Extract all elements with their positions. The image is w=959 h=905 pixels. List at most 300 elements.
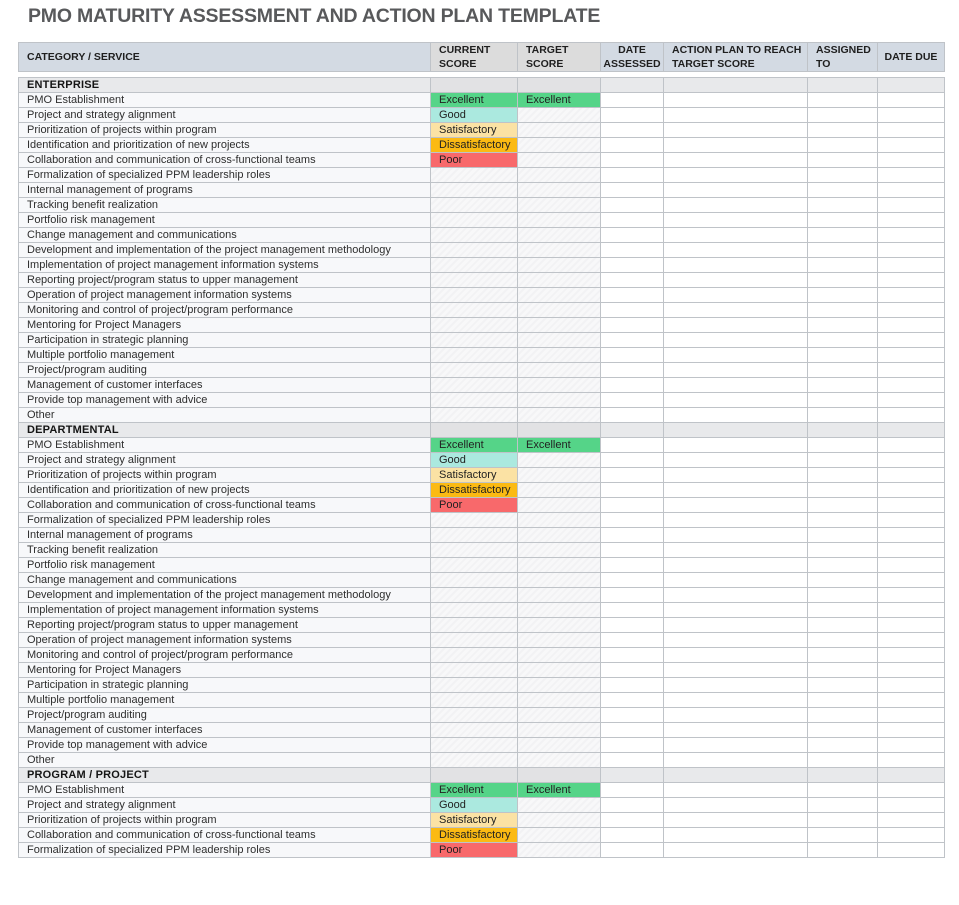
action-plan-cell[interactable] bbox=[664, 393, 808, 408]
date-due-cell[interactable] bbox=[878, 783, 945, 798]
target-score-cell[interactable] bbox=[518, 558, 601, 573]
current-score-cell[interactable] bbox=[431, 558, 518, 573]
date-assessed-cell[interactable] bbox=[601, 378, 664, 393]
target-score-cell[interactable] bbox=[518, 408, 601, 423]
action-plan-cell[interactable] bbox=[664, 588, 808, 603]
current-score-cell[interactable] bbox=[431, 573, 518, 588]
target-score-cell[interactable] bbox=[518, 618, 601, 633]
target-score-cell[interactable] bbox=[518, 543, 601, 558]
date-due-cell[interactable] bbox=[878, 273, 945, 288]
current-score-cell[interactable]: Good bbox=[431, 798, 518, 813]
date-assessed-cell[interactable] bbox=[601, 333, 664, 348]
action-plan-cell[interactable] bbox=[664, 468, 808, 483]
date-due-cell[interactable] bbox=[878, 633, 945, 648]
date-due-cell[interactable] bbox=[878, 318, 945, 333]
action-plan-cell[interactable] bbox=[664, 228, 808, 243]
date-due-cell[interactable] bbox=[878, 138, 945, 153]
current-score-cell[interactable] bbox=[431, 633, 518, 648]
current-score-cell[interactable]: Poor bbox=[431, 843, 518, 858]
date-due-cell[interactable] bbox=[878, 213, 945, 228]
current-score-cell[interactable] bbox=[431, 168, 518, 183]
current-score-cell[interactable]: Dissatisfactory bbox=[431, 828, 518, 843]
date-assessed-cell[interactable] bbox=[601, 303, 664, 318]
action-plan-cell[interactable] bbox=[664, 153, 808, 168]
date-due-cell[interactable] bbox=[878, 258, 945, 273]
current-score-cell[interactable] bbox=[431, 183, 518, 198]
target-score-cell[interactable] bbox=[518, 828, 601, 843]
date-due-cell[interactable] bbox=[878, 93, 945, 108]
current-score-cell[interactable] bbox=[431, 648, 518, 663]
date-assessed-cell[interactable] bbox=[601, 453, 664, 468]
assessment-table-body bbox=[19, 78, 945, 858]
current-score-cell[interactable] bbox=[431, 708, 518, 723]
target-score-cell[interactable] bbox=[518, 288, 601, 303]
current-score-cell[interactable] bbox=[431, 363, 518, 378]
assigned-to-cell[interactable] bbox=[808, 828, 878, 843]
current-score-cell[interactable] bbox=[431, 678, 518, 693]
assigned-to-cell[interactable] bbox=[808, 93, 878, 108]
date-assessed-cell[interactable] bbox=[601, 573, 664, 588]
action-plan-cell[interactable] bbox=[664, 843, 808, 858]
date-due-cell[interactable] bbox=[878, 438, 945, 453]
target-score-cell[interactable] bbox=[518, 813, 601, 828]
date-due-cell[interactable] bbox=[878, 453, 945, 468]
current-score-cell[interactable]: Satisfactory bbox=[431, 468, 518, 483]
assigned-to-cell[interactable] bbox=[808, 438, 878, 453]
action-plan-cell[interactable] bbox=[664, 198, 808, 213]
target-score-cell[interactable] bbox=[518, 513, 601, 528]
action-plan-cell[interactable] bbox=[664, 543, 808, 558]
date-assessed-cell[interactable] bbox=[601, 393, 664, 408]
date-due-cell[interactable] bbox=[878, 693, 945, 708]
action-plan-cell[interactable] bbox=[664, 183, 808, 198]
category-cell: Prioritization of projects within program bbox=[19, 468, 431, 483]
assigned-to-cell[interactable] bbox=[808, 498, 878, 513]
date-due-cell[interactable] bbox=[878, 603, 945, 618]
date-assessed-cell[interactable] bbox=[601, 408, 664, 423]
date-assessed-cell[interactable] bbox=[601, 798, 664, 813]
target-score-cell[interactable] bbox=[518, 453, 601, 468]
target-score-cell[interactable] bbox=[518, 213, 601, 228]
section-cell bbox=[808, 423, 878, 438]
action-plan-cell[interactable] bbox=[664, 138, 808, 153]
current-score-cell[interactable] bbox=[431, 738, 518, 753]
date-assessed-cell[interactable] bbox=[601, 468, 664, 483]
date-due-cell[interactable] bbox=[878, 123, 945, 138]
action-plan-cell[interactable] bbox=[664, 258, 808, 273]
date-due-cell[interactable] bbox=[878, 708, 945, 723]
date-due-cell[interactable] bbox=[878, 363, 945, 378]
assigned-to-cell[interactable] bbox=[808, 243, 878, 258]
assigned-to-cell[interactable] bbox=[808, 483, 878, 498]
action-plan-cell[interactable] bbox=[664, 273, 808, 288]
target-score-cell[interactable] bbox=[518, 798, 601, 813]
assigned-to-cell[interactable] bbox=[808, 228, 878, 243]
action-plan-cell[interactable] bbox=[664, 723, 808, 738]
action-plan-cell[interactable] bbox=[664, 633, 808, 648]
action-plan-cell[interactable] bbox=[664, 678, 808, 693]
action-plan-cell[interactable] bbox=[664, 618, 808, 633]
current-score-cell[interactable]: Dissatisfactory bbox=[431, 483, 518, 498]
target-score-cell[interactable] bbox=[518, 228, 601, 243]
current-score-cell[interactable] bbox=[431, 198, 518, 213]
assigned-to-cell[interactable] bbox=[808, 153, 878, 168]
date-due-cell[interactable] bbox=[878, 243, 945, 258]
date-due-cell[interactable] bbox=[878, 303, 945, 318]
action-plan-cell[interactable] bbox=[664, 558, 808, 573]
date-assessed-cell[interactable] bbox=[601, 633, 664, 648]
date-assessed-cell[interactable] bbox=[601, 93, 664, 108]
date-assessed-cell[interactable] bbox=[601, 618, 664, 633]
current-score-cell[interactable] bbox=[431, 288, 518, 303]
target-score-cell[interactable] bbox=[518, 183, 601, 198]
date-assessed-cell[interactable] bbox=[601, 273, 664, 288]
action-plan-cell[interactable] bbox=[664, 168, 808, 183]
target-score-cell[interactable]: Excellent bbox=[518, 783, 601, 798]
assigned-to-cell[interactable] bbox=[808, 633, 878, 648]
date-due-cell[interactable] bbox=[878, 738, 945, 753]
assigned-to-cell[interactable] bbox=[808, 393, 878, 408]
date-assessed-cell[interactable] bbox=[601, 153, 664, 168]
action-plan-cell[interactable] bbox=[664, 573, 808, 588]
assigned-to-cell[interactable] bbox=[808, 813, 878, 828]
current-score-cell[interactable]: Excellent bbox=[431, 438, 518, 453]
target-score-cell[interactable]: Excellent bbox=[518, 93, 601, 108]
current-score-cell[interactable] bbox=[431, 693, 518, 708]
date-assessed-cell[interactable] bbox=[601, 348, 664, 363]
current-score-cell[interactable] bbox=[431, 228, 518, 243]
date-due-cell[interactable] bbox=[878, 843, 945, 858]
current-score-cell[interactable] bbox=[431, 663, 518, 678]
action-plan-cell[interactable] bbox=[664, 108, 808, 123]
target-score-cell[interactable] bbox=[518, 123, 601, 138]
target-score-cell[interactable] bbox=[518, 108, 601, 123]
date-due-cell[interactable] bbox=[878, 723, 945, 738]
target-score-cell[interactable] bbox=[518, 243, 601, 258]
date-assessed-cell[interactable] bbox=[601, 783, 664, 798]
date-due-cell[interactable] bbox=[878, 558, 945, 573]
action-plan-cell[interactable] bbox=[664, 318, 808, 333]
assigned-to-cell[interactable] bbox=[808, 168, 878, 183]
action-plan-cell[interactable] bbox=[664, 693, 808, 708]
table-row bbox=[19, 588, 945, 603]
action-plan-cell[interactable] bbox=[664, 783, 808, 798]
date-due-cell[interactable] bbox=[878, 393, 945, 408]
assigned-to-cell[interactable] bbox=[808, 513, 878, 528]
date-assessed-cell[interactable] bbox=[601, 483, 664, 498]
date-due-cell[interactable] bbox=[878, 618, 945, 633]
current-score-cell[interactable]: Excellent bbox=[431, 93, 518, 108]
date-assessed-cell[interactable] bbox=[601, 363, 664, 378]
assigned-to-cell[interactable] bbox=[808, 693, 878, 708]
current-score-cell[interactable] bbox=[431, 213, 518, 228]
section-title: ENTERPRISE bbox=[19, 78, 431, 93]
date-due-cell[interactable] bbox=[878, 798, 945, 813]
date-assessed-cell[interactable] bbox=[601, 723, 664, 738]
date-assessed-cell[interactable] bbox=[601, 318, 664, 333]
action-plan-cell[interactable] bbox=[664, 243, 808, 258]
action-plan-cell[interactable] bbox=[664, 528, 808, 543]
current-score-cell[interactable]: Satisfactory bbox=[431, 123, 518, 138]
current-score-cell[interactable] bbox=[431, 378, 518, 393]
current-score-cell[interactable] bbox=[431, 753, 518, 768]
date-due-cell[interactable] bbox=[878, 228, 945, 243]
date-assessed-cell[interactable] bbox=[601, 168, 664, 183]
assigned-to-cell[interactable] bbox=[808, 528, 878, 543]
date-due-cell[interactable] bbox=[878, 678, 945, 693]
assigned-to-cell[interactable] bbox=[808, 138, 878, 153]
current-score-cell[interactable]: Poor bbox=[431, 153, 518, 168]
current-score-cell[interactable] bbox=[431, 543, 518, 558]
current-score-cell[interactable] bbox=[431, 393, 518, 408]
target-score-cell[interactable] bbox=[518, 588, 601, 603]
date-assessed-cell[interactable] bbox=[601, 543, 664, 558]
target-score-cell[interactable] bbox=[518, 348, 601, 363]
assigned-to-cell[interactable] bbox=[808, 753, 878, 768]
current-score-cell[interactable] bbox=[431, 528, 518, 543]
assigned-to-cell[interactable] bbox=[808, 378, 878, 393]
assigned-to-cell[interactable] bbox=[808, 183, 878, 198]
date-assessed-cell[interactable] bbox=[601, 198, 664, 213]
target-score-cell[interactable] bbox=[518, 843, 601, 858]
target-score-cell[interactable] bbox=[518, 333, 601, 348]
assigned-to-cell[interactable] bbox=[808, 333, 878, 348]
target-score-cell[interactable] bbox=[518, 678, 601, 693]
action-plan-cell[interactable] bbox=[664, 798, 808, 813]
current-score-cell[interactable] bbox=[431, 273, 518, 288]
target-score-cell[interactable] bbox=[518, 648, 601, 663]
target-score-cell[interactable] bbox=[518, 393, 601, 408]
date-due-cell[interactable] bbox=[878, 378, 945, 393]
assigned-to-cell[interactable] bbox=[808, 348, 878, 363]
date-due-cell[interactable] bbox=[878, 573, 945, 588]
assigned-to-cell[interactable] bbox=[808, 723, 878, 738]
assigned-to-cell[interactable] bbox=[808, 783, 878, 798]
target-score-cell[interactable] bbox=[518, 528, 601, 543]
date-due-cell[interactable] bbox=[878, 543, 945, 558]
date-assessed-cell[interactable] bbox=[601, 258, 664, 273]
assigned-to-cell[interactable] bbox=[808, 408, 878, 423]
assigned-to-cell[interactable] bbox=[808, 648, 878, 663]
target-score-cell[interactable] bbox=[518, 168, 601, 183]
current-score-cell[interactable] bbox=[431, 258, 518, 273]
date-assessed-cell[interactable] bbox=[601, 138, 664, 153]
target-score-cell[interactable] bbox=[518, 273, 601, 288]
assigned-to-cell[interactable] bbox=[808, 258, 878, 273]
category-cell: Prioritization of projects within program bbox=[19, 123, 431, 138]
target-score-cell[interactable] bbox=[518, 498, 601, 513]
action-plan-cell[interactable] bbox=[664, 363, 808, 378]
action-plan-cell[interactable] bbox=[664, 483, 808, 498]
date-due-cell[interactable] bbox=[878, 183, 945, 198]
date-due-cell[interactable] bbox=[878, 333, 945, 348]
assigned-to-cell[interactable] bbox=[808, 618, 878, 633]
target-score-cell[interactable] bbox=[518, 663, 601, 678]
date-assessed-cell[interactable] bbox=[601, 603, 664, 618]
assigned-to-cell[interactable] bbox=[808, 468, 878, 483]
date-assessed-cell[interactable] bbox=[601, 648, 664, 663]
action-plan-cell[interactable] bbox=[664, 408, 808, 423]
action-plan-cell[interactable] bbox=[664, 648, 808, 663]
target-score-cell[interactable] bbox=[518, 723, 601, 738]
date-due-cell[interactable] bbox=[878, 198, 945, 213]
date-assessed-cell[interactable] bbox=[601, 813, 664, 828]
target-score-cell[interactable] bbox=[518, 138, 601, 153]
date-due-cell[interactable] bbox=[878, 588, 945, 603]
action-plan-cell[interactable] bbox=[664, 603, 808, 618]
action-plan-cell[interactable] bbox=[664, 123, 808, 138]
current-score-cell[interactable] bbox=[431, 408, 518, 423]
assigned-to-cell[interactable] bbox=[808, 708, 878, 723]
current-score-cell[interactable]: Poor bbox=[431, 498, 518, 513]
date-due-cell[interactable] bbox=[878, 648, 945, 663]
action-plan-cell[interactable] bbox=[664, 348, 808, 363]
date-assessed-cell[interactable] bbox=[601, 693, 664, 708]
target-score-cell[interactable] bbox=[518, 153, 601, 168]
assigned-to-cell[interactable] bbox=[808, 738, 878, 753]
date-due-cell[interactable] bbox=[878, 498, 945, 513]
date-assessed-cell[interactable] bbox=[601, 228, 664, 243]
date-due-cell[interactable] bbox=[878, 483, 945, 498]
action-plan-cell[interactable] bbox=[664, 753, 808, 768]
assigned-to-cell[interactable] bbox=[808, 603, 878, 618]
action-plan-cell[interactable] bbox=[664, 303, 808, 318]
target-score-cell[interactable] bbox=[518, 303, 601, 318]
date-assessed-cell[interactable] bbox=[601, 498, 664, 513]
current-score-cell[interactable] bbox=[431, 303, 518, 318]
assigned-to-cell[interactable] bbox=[808, 798, 878, 813]
date-assessed-cell[interactable] bbox=[601, 843, 664, 858]
current-score-cell[interactable]: Good bbox=[431, 108, 518, 123]
assigned-to-cell[interactable] bbox=[808, 288, 878, 303]
target-score-cell[interactable] bbox=[518, 483, 601, 498]
assigned-to-cell[interactable] bbox=[808, 588, 878, 603]
assigned-to-cell[interactable] bbox=[808, 543, 878, 558]
current-score-cell[interactable] bbox=[431, 588, 518, 603]
action-plan-cell[interactable] bbox=[664, 378, 808, 393]
action-plan-cell[interactable] bbox=[664, 438, 808, 453]
current-score-cell[interactable]: Good bbox=[431, 453, 518, 468]
assigned-to-cell[interactable] bbox=[808, 843, 878, 858]
assigned-to-cell[interactable] bbox=[808, 303, 878, 318]
assigned-to-cell[interactable] bbox=[808, 198, 878, 213]
assigned-to-cell[interactable] bbox=[808, 363, 878, 378]
date-due-cell[interactable] bbox=[878, 288, 945, 303]
target-score-cell[interactable] bbox=[518, 693, 601, 708]
date-assessed-cell[interactable] bbox=[601, 678, 664, 693]
current-score-cell[interactable] bbox=[431, 243, 518, 258]
date-due-cell[interactable] bbox=[878, 813, 945, 828]
current-score-cell[interactable]: Dissatisfactory bbox=[431, 138, 518, 153]
current-score-cell[interactable] bbox=[431, 318, 518, 333]
date-assessed-cell[interactable] bbox=[601, 438, 664, 453]
target-score-cell[interactable] bbox=[518, 633, 601, 648]
date-assessed-cell[interactable] bbox=[601, 558, 664, 573]
date-assessed-cell[interactable] bbox=[601, 513, 664, 528]
date-assessed-cell[interactable] bbox=[601, 123, 664, 138]
date-due-cell[interactable] bbox=[878, 753, 945, 768]
target-score-cell[interactable] bbox=[518, 573, 601, 588]
assigned-to-cell[interactable] bbox=[808, 213, 878, 228]
action-plan-cell[interactable] bbox=[664, 453, 808, 468]
action-plan-cell[interactable] bbox=[664, 93, 808, 108]
target-score-cell[interactable] bbox=[518, 738, 601, 753]
date-due-cell[interactable] bbox=[878, 828, 945, 843]
assigned-to-cell[interactable] bbox=[808, 573, 878, 588]
date-due-cell[interactable] bbox=[878, 408, 945, 423]
date-assessed-cell[interactable] bbox=[601, 288, 664, 303]
target-score-cell[interactable] bbox=[518, 363, 601, 378]
assigned-to-cell[interactable] bbox=[808, 453, 878, 468]
action-plan-cell[interactable] bbox=[664, 213, 808, 228]
date-due-cell[interactable] bbox=[878, 168, 945, 183]
target-score-cell[interactable] bbox=[518, 198, 601, 213]
action-plan-cell[interactable] bbox=[664, 663, 808, 678]
target-score-cell[interactable] bbox=[518, 378, 601, 393]
assigned-to-cell[interactable] bbox=[808, 273, 878, 288]
date-assessed-cell[interactable] bbox=[601, 528, 664, 543]
action-plan-cell[interactable] bbox=[664, 708, 808, 723]
action-plan-cell[interactable] bbox=[664, 513, 808, 528]
action-plan-cell[interactable] bbox=[664, 828, 808, 843]
target-score-cell[interactable] bbox=[518, 258, 601, 273]
target-score-cell[interactable]: Excellent bbox=[518, 438, 601, 453]
date-assessed-cell[interactable] bbox=[601, 828, 664, 843]
date-due-cell[interactable] bbox=[878, 663, 945, 678]
date-assessed-cell[interactable] bbox=[601, 213, 664, 228]
assigned-to-cell[interactable] bbox=[808, 558, 878, 573]
target-score-cell[interactable] bbox=[518, 708, 601, 723]
target-score-cell[interactable] bbox=[518, 318, 601, 333]
date-due-cell[interactable] bbox=[878, 513, 945, 528]
date-assessed-cell[interactable] bbox=[601, 738, 664, 753]
action-plan-cell[interactable] bbox=[664, 498, 808, 513]
date-due-cell[interactable] bbox=[878, 348, 945, 363]
action-plan-cell[interactable] bbox=[664, 288, 808, 303]
current-score-cell[interactable] bbox=[431, 348, 518, 363]
target-score-cell[interactable] bbox=[518, 603, 601, 618]
assigned-to-cell[interactable] bbox=[808, 663, 878, 678]
date-assessed-cell[interactable] bbox=[601, 753, 664, 768]
date-assessed-cell[interactable] bbox=[601, 243, 664, 258]
action-plan-cell[interactable] bbox=[664, 813, 808, 828]
date-due-cell[interactable] bbox=[878, 468, 945, 483]
date-assessed-cell[interactable] bbox=[601, 663, 664, 678]
date-due-cell[interactable] bbox=[878, 108, 945, 123]
date-assessed-cell[interactable] bbox=[601, 588, 664, 603]
action-plan-cell[interactable] bbox=[664, 333, 808, 348]
assigned-to-cell[interactable] bbox=[808, 123, 878, 138]
current-score-cell[interactable] bbox=[431, 513, 518, 528]
date-assessed-cell[interactable] bbox=[601, 708, 664, 723]
date-due-cell[interactable] bbox=[878, 528, 945, 543]
current-score-cell[interactable] bbox=[431, 618, 518, 633]
current-score-cell[interactable]: Satisfactory bbox=[431, 813, 518, 828]
date-assessed-cell[interactable] bbox=[601, 183, 664, 198]
target-score-cell[interactable] bbox=[518, 753, 601, 768]
target-score-cell[interactable] bbox=[518, 468, 601, 483]
action-plan-cell[interactable] bbox=[664, 738, 808, 753]
current-score-cell[interactable] bbox=[431, 723, 518, 738]
assigned-to-cell[interactable] bbox=[808, 108, 878, 123]
assigned-to-cell[interactable] bbox=[808, 318, 878, 333]
assigned-to-cell[interactable] bbox=[808, 678, 878, 693]
date-assessed-cell[interactable] bbox=[601, 108, 664, 123]
current-score-cell[interactable]: Excellent bbox=[431, 783, 518, 798]
current-score-cell[interactable] bbox=[431, 333, 518, 348]
date-due-cell[interactable] bbox=[878, 153, 945, 168]
current-score-cell[interactable] bbox=[431, 603, 518, 618]
